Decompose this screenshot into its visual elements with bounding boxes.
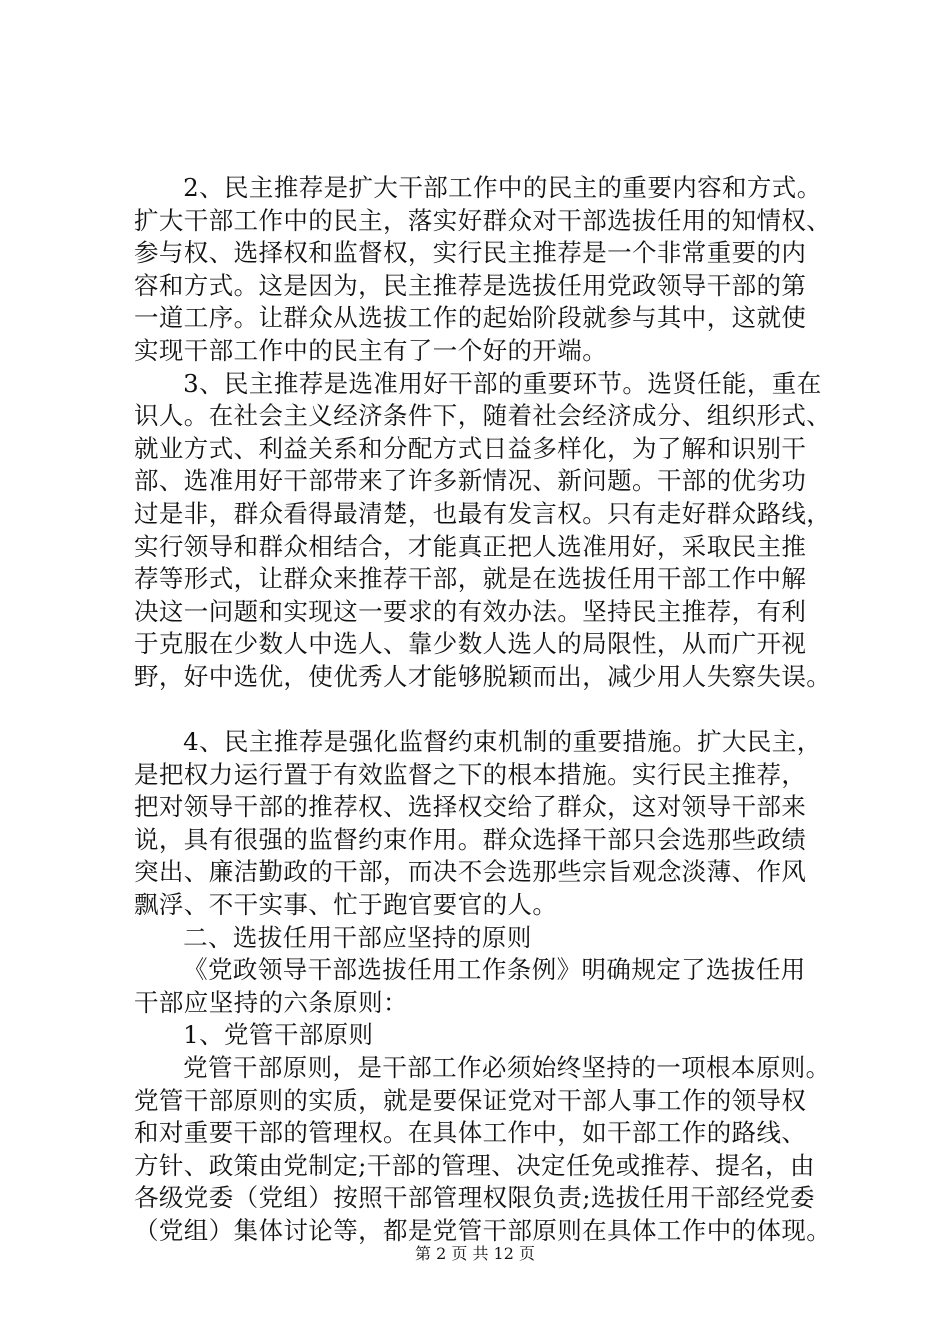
page-number-footer: 第 2 页 共 12 页 <box>415 1244 535 1263</box>
text-line: 扩大干部工作中的民主，落实好群众对干部选拔任用的知情权、 <box>134 205 832 235</box>
text-line: 过是非，群众看得最清楚，也最有发言权。只有走好群众路线， <box>134 498 832 528</box>
text-line: 是把权力运行置于有效监督之下的根本措施。实行民主推荐， <box>134 759 807 789</box>
text-line: 方针、政策由党制定;干部的管理、决定任免或推荐、提名，由 <box>134 1150 815 1180</box>
text-line: 党管干部原则，是干部工作必须始终坚持的一项根本原则。 <box>134 1053 831 1083</box>
document-body <box>134 172 854 1248</box>
section-heading: 二、选拔任用干部应坚持的原则 <box>134 922 532 952</box>
text-line: 就业方式、利益关系和分配方式日益多样化，为了解和识别干 <box>134 433 807 463</box>
text-line: 把对领导干部的推荐权、选择权交给了群众，这对领导干部来 <box>134 792 807 822</box>
text-line: 于克服在少数人中选人、靠少数人选人的局限性，从而广开视 <box>134 629 807 659</box>
text-line: 突出、廉洁勤政的干部，而决不会选那些宗旨观念淡薄、作风 <box>134 857 807 887</box>
text-line: 一道工序。让群众从选拔工作的起始阶段就参与其中，这就使 <box>134 303 807 333</box>
text-line: 实行领导和群众相结合，才能真正把人选准用好，采取民主推 <box>134 531 807 561</box>
text-line: 部、选准用好干部带来了许多新情况、新问题。干部的优劣功 <box>134 466 807 496</box>
text-line: 干部应坚持的六条原则： <box>134 987 408 1017</box>
text-line: 实现干部工作中的民主有了一个好的开端。 <box>134 335 608 365</box>
text-line: 各级党委（党组）按照干部管理权限负责;选拔任用干部经党委 <box>134 1183 815 1213</box>
text-line: 说，具有很强的监督约束作用。群众选择干部只会选那些政绩 <box>134 824 807 854</box>
text-line: 2、民主推荐是扩大干部工作中的民主的重要内容和方式。 <box>134 173 822 202</box>
text-line: 3、民主推荐是选准用好干部的重要环节。选贤任能，重在 <box>134 368 822 398</box>
text-line: 识人。在社会主义经济条件下，随着社会经济成分、组织形式、 <box>134 401 832 431</box>
subsection-heading: 1、党管干部原则 <box>134 1020 374 1050</box>
blank-line <box>134 694 854 727</box>
text-line: 4、民主推荐是强化监督约束机制的重要措施。扩大民主， <box>134 727 822 757</box>
text-line: 飘浮、不干实事、忙于跑官要官的人。 <box>134 890 558 920</box>
text-line: 党管干部原则的实质，就是要保证党对干部人事工作的领导权 <box>134 1085 807 1115</box>
text-line: 容和方式。这是因为，民主推荐是选拔任用党政领导干部的第 <box>134 270 807 300</box>
text-line: 和对重要干部的管理权。在具体工作中，如干部工作的路线、 <box>134 1118 807 1148</box>
text-line: 野，好中选优，使优秀人才能够脱颖而出，减少用人失察失误。 <box>134 661 832 691</box>
text-line: 参与权、选择权和监督权，实行民主推荐是一个非常重要的内 <box>134 238 807 268</box>
text-line: （党组）集体讨论等，都是党管干部原则在具体工作中的体现。 <box>134 1216 832 1245</box>
text-line: 荐等形式，让群众来推荐干部，就是在选拔任用干部工作中解 <box>134 564 807 594</box>
text-line: 决这一问题和实现这一要求的有效办法。坚持民主推荐，有利 <box>134 596 807 626</box>
text-line: 《党政领导干部选拔任用工作条例》明确规定了选拔任用 <box>134 955 806 985</box>
